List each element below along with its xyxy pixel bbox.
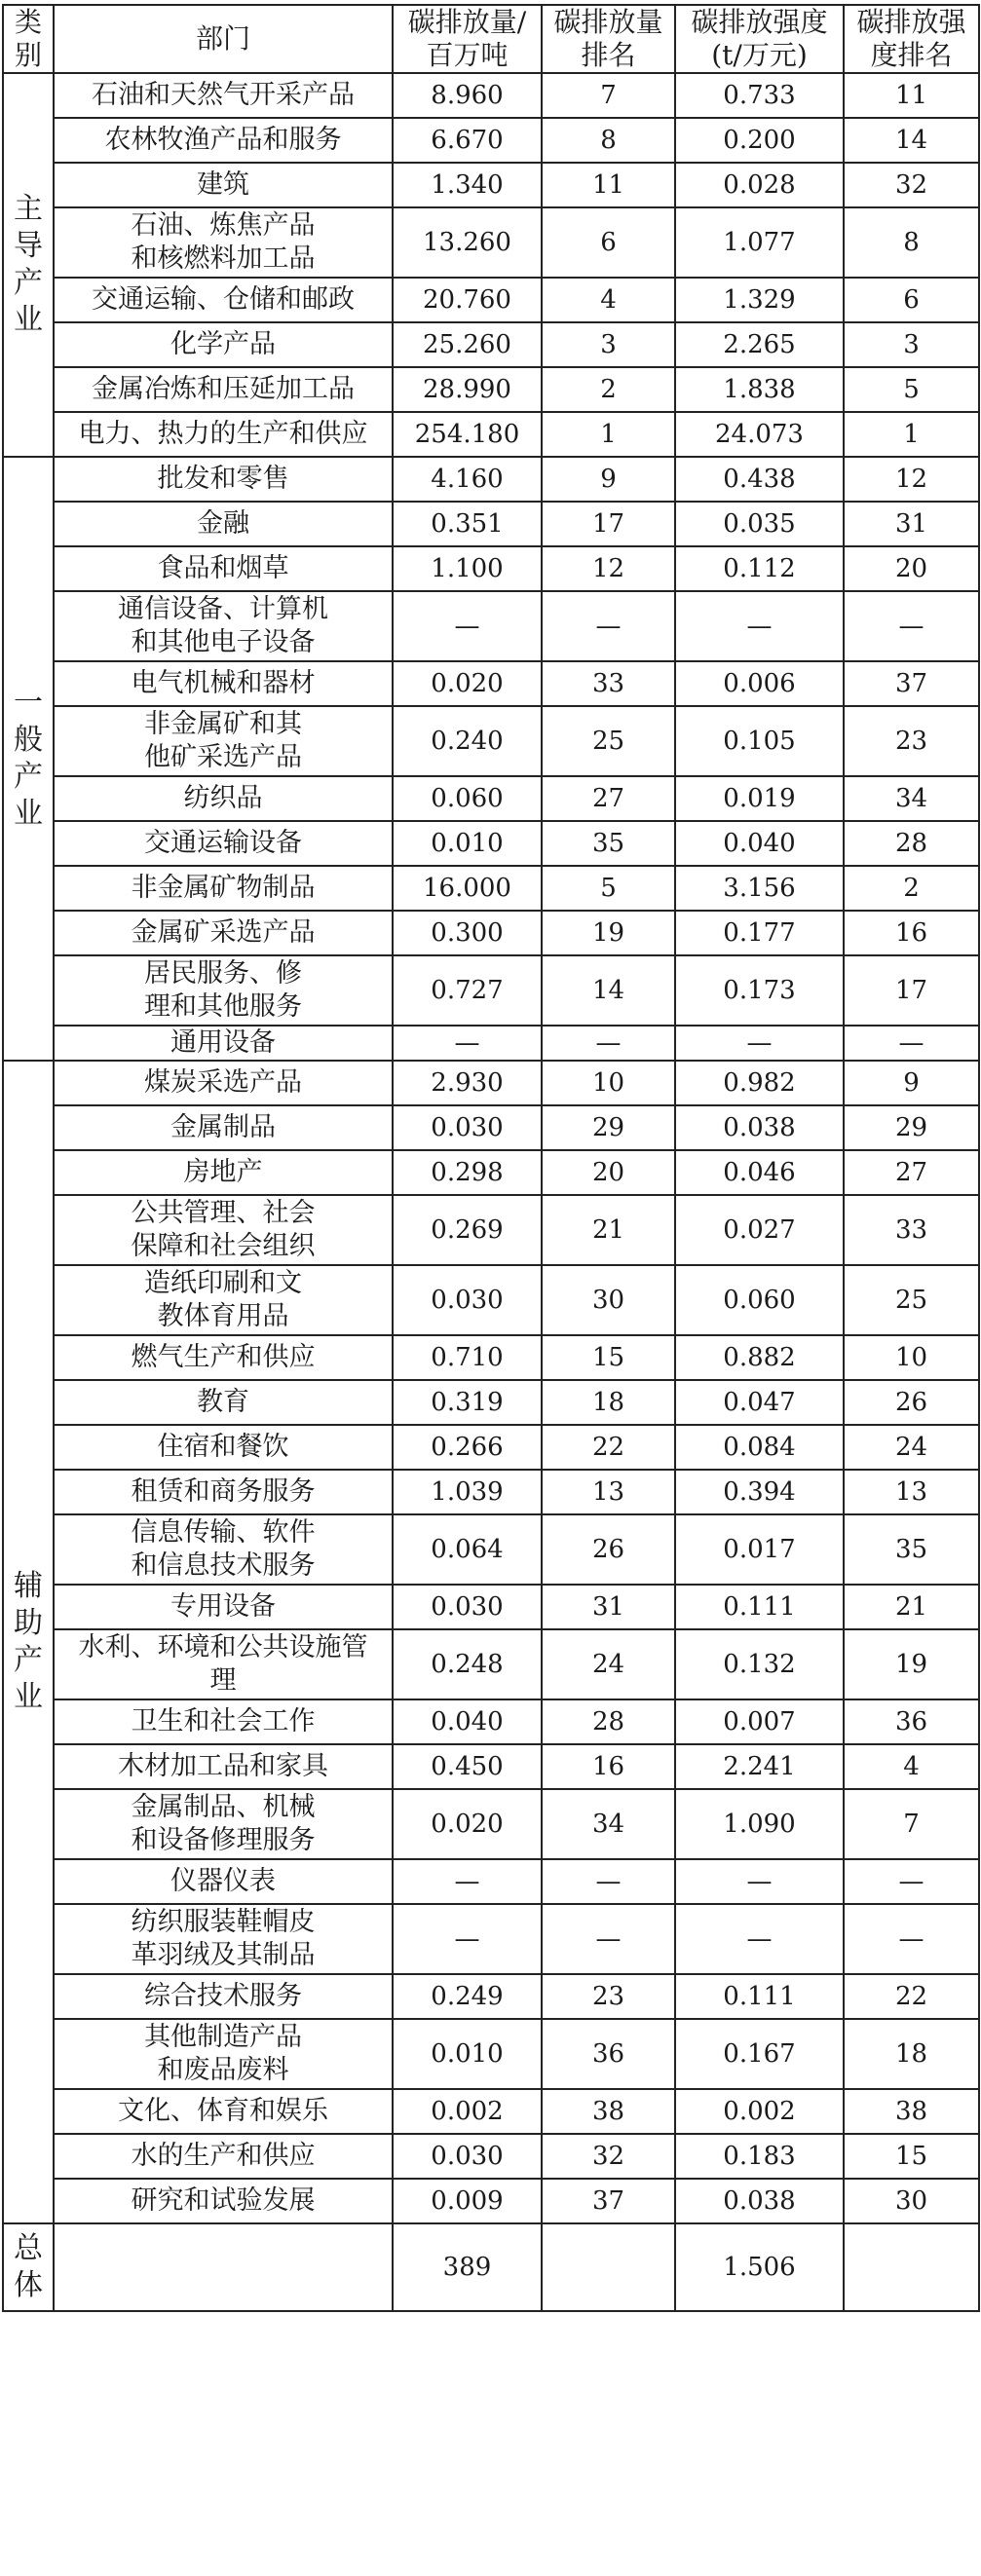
- intensity-cell: 0.200: [675, 118, 844, 163]
- emission-cell: 8.960: [393, 73, 542, 118]
- emission-cell: 0.710: [393, 1335, 542, 1380]
- intensity-rank-cell: 27: [844, 1150, 979, 1195]
- department-cell: 金属矿采选产品: [54, 911, 393, 955]
- intensity-rank-cell: —: [844, 1026, 979, 1061]
- department-cell: 金属制品、机械 和设备修理服务: [54, 1789, 393, 1859]
- intensity-rank-cell: 29: [844, 1105, 979, 1150]
- emission-rank-cell: 5: [542, 866, 675, 911]
- emission-cell: —: [393, 1026, 542, 1061]
- department-cell: 卫生和社会工作: [54, 1699, 393, 1744]
- table-row: [3, 955, 979, 1026]
- emission-cell: 1.100: [393, 546, 542, 591]
- intensity-cell: 0.438: [675, 457, 844, 502]
- department-cell: 文化、体育和娱乐: [54, 2089, 393, 2134]
- intensity-cell: 0.040: [675, 821, 844, 866]
- intensity-rank-cell: 26: [844, 1380, 979, 1425]
- emission-rank-cell: 32: [542, 2134, 675, 2179]
- emission-rank-cell: 20: [542, 1150, 675, 1195]
- table-row: [3, 207, 979, 278]
- department-cell: [54, 2223, 393, 2311]
- header-emission-rank: 碳排放量排名: [542, 5, 675, 73]
- emission-cell: 389: [393, 2223, 542, 2311]
- table-row: [3, 911, 979, 955]
- table-row: [3, 1195, 979, 1265]
- table-row: [3, 661, 979, 706]
- emission-rank-cell: —: [542, 1859, 675, 1904]
- intensity-rank-cell: —: [844, 591, 979, 661]
- emission-rank-cell: 17: [542, 502, 675, 546]
- emission-cell: 0.298: [393, 1150, 542, 1195]
- table-row: [3, 866, 979, 911]
- table-row: [3, 1380, 979, 1425]
- emission-rank-cell: 25: [542, 706, 675, 776]
- emission-cell: —: [393, 1859, 542, 1904]
- table-row: [3, 821, 979, 866]
- table-row: [3, 546, 979, 591]
- emission-rank-cell: 16: [542, 1744, 675, 1789]
- intensity-cell: 0.017: [675, 1514, 844, 1585]
- emission-cell: 4.160: [393, 457, 542, 502]
- emission-cell: 0.266: [393, 1425, 542, 1470]
- intensity-cell: 0.084: [675, 1425, 844, 1470]
- emission-rank-cell: 34: [542, 1789, 675, 1859]
- intensity-cell: —: [675, 1859, 844, 1904]
- intensity-rank-cell: 36: [844, 1699, 979, 1744]
- intensity-rank-cell: 32: [844, 163, 979, 207]
- department-cell: 公共管理、社会 保障和社会组织: [54, 1195, 393, 1265]
- header-emission: 碳排放量/百万吨: [393, 5, 542, 73]
- emission-rank-cell: 10: [542, 1061, 675, 1105]
- department-cell: 居民服务、修 理和其他服务: [54, 955, 393, 1026]
- department-cell: 煤炭采选产品: [54, 1061, 393, 1105]
- intensity-cell: —: [675, 1026, 844, 1061]
- emission-cell: 16.000: [393, 866, 542, 911]
- intensity-cell: 0.177: [675, 911, 844, 955]
- emission-rank-cell: —: [542, 1026, 675, 1061]
- department-cell: 住宿和餐饮: [54, 1425, 393, 1470]
- emission-rank-cell: 19: [542, 911, 675, 955]
- table-row: [3, 2089, 979, 2134]
- emission-rank-cell: —: [542, 591, 675, 661]
- intensity-cell: 0.105: [675, 706, 844, 776]
- intensity-cell: 0.046: [675, 1150, 844, 1195]
- department-cell: 水利、环境和公共设施管 理: [54, 1629, 393, 1699]
- intensity-cell: 0.173: [675, 955, 844, 1026]
- table-row: [3, 367, 979, 412]
- emission-rank-cell: 31: [542, 1585, 675, 1629]
- emission-cell: 0.351: [393, 502, 542, 546]
- table-row: [3, 2134, 979, 2179]
- intensity-cell: 0.882: [675, 1335, 844, 1380]
- intensity-cell: 0.038: [675, 2179, 844, 2223]
- department-cell: 专用设备: [54, 1585, 393, 1629]
- emission-cell: 0.030: [393, 1265, 542, 1335]
- emission-cell: 2.930: [393, 1061, 542, 1105]
- emission-cell: 0.727: [393, 955, 542, 1026]
- department-cell: 非金属矿和其 他矿采选产品: [54, 706, 393, 776]
- emission-rank-cell: 22: [542, 1425, 675, 1470]
- intensity-rank-cell: 1: [844, 412, 979, 457]
- intensity-cell: 0.007: [675, 1699, 844, 1744]
- emission-rank-cell: 29: [542, 1105, 675, 1150]
- intensity-rank-cell: 28: [844, 821, 979, 866]
- emission-rank-cell: 13: [542, 1470, 675, 1514]
- emission-rank-cell: 14: [542, 955, 675, 1026]
- intensity-rank-cell: 6: [844, 278, 979, 322]
- intensity-rank-cell: [844, 2223, 979, 2311]
- header-intensity-rank: 碳排放强度排名: [844, 5, 979, 73]
- intensity-rank-cell: 38: [844, 2089, 979, 2134]
- intensity-rank-cell: 17: [844, 955, 979, 1026]
- emission-rank-cell: 24: [542, 1629, 675, 1699]
- table-row: [3, 591, 979, 661]
- intensity-rank-cell: 8: [844, 207, 979, 278]
- table-row: [3, 776, 979, 821]
- table-row: [3, 502, 979, 546]
- department-cell: 纺织品: [54, 776, 393, 821]
- table-row: [3, 2019, 979, 2089]
- emission-cell: 0.060: [393, 776, 542, 821]
- emission-rank-cell: 26: [542, 1514, 675, 1585]
- department-cell: 综合技术服务: [54, 1974, 393, 2019]
- department-cell: 研究和试验发展: [54, 2179, 393, 2223]
- intensity-rank-cell: 24: [844, 1425, 979, 1470]
- intensity-rank-cell: 19: [844, 1629, 979, 1699]
- intensity-rank-cell: 2: [844, 866, 979, 911]
- department-cell: 其他制造产品 和废品废料: [54, 2019, 393, 2089]
- intensity-cell: 0.111: [675, 1585, 844, 1629]
- intensity-cell: 1.329: [675, 278, 844, 322]
- table-row: [3, 412, 979, 457]
- intensity-cell: 2.241: [675, 1744, 844, 1789]
- emission-cell: 13.260: [393, 207, 542, 278]
- table-row: [3, 1514, 979, 1585]
- emission-cell: 0.030: [393, 2134, 542, 2179]
- department-cell: 房地产: [54, 1150, 393, 1195]
- intensity-rank-cell: 5: [844, 367, 979, 412]
- emission-rank-cell: 11: [542, 163, 675, 207]
- intensity-cell: 1.090: [675, 1789, 844, 1859]
- department-cell: 金属冶炼和压延加工品: [54, 367, 393, 412]
- department-cell: 建筑: [54, 163, 393, 207]
- intensity-rank-cell: 21: [844, 1585, 979, 1629]
- table-row: [3, 1061, 979, 1105]
- emission-cell: —: [393, 1904, 542, 1974]
- table-row: [3, 1904, 979, 1974]
- emission-cell: 1.340: [393, 163, 542, 207]
- emission-rank-cell: 38: [542, 2089, 675, 2134]
- intensity-rank-cell: 37: [844, 661, 979, 706]
- emission-cell: 0.020: [393, 661, 542, 706]
- emission-rank-cell: [542, 2223, 675, 2311]
- category-cell: 总体: [3, 2223, 54, 2311]
- intensity-rank-cell: 12: [844, 457, 979, 502]
- table-row: [3, 278, 979, 322]
- emission-rank-cell: 3: [542, 322, 675, 367]
- intensity-cell: 0.027: [675, 1195, 844, 1265]
- emission-cell: 6.670: [393, 118, 542, 163]
- table-row: [3, 1105, 979, 1150]
- department-cell: 电气机械和器材: [54, 661, 393, 706]
- emission-cell: 0.010: [393, 821, 542, 866]
- table-row: [3, 1470, 979, 1514]
- emission-rank-cell: 12: [542, 546, 675, 591]
- table-row: [3, 1629, 979, 1699]
- emission-cell: 0.030: [393, 1105, 542, 1150]
- intensity-cell: 2.265: [675, 322, 844, 367]
- department-cell: 租赁和商务服务: [54, 1470, 393, 1514]
- emission-rank-cell: 27: [542, 776, 675, 821]
- table-row: [3, 1699, 979, 1744]
- emission-cell: 1.039: [393, 1470, 542, 1514]
- department-cell: 交通运输设备: [54, 821, 393, 866]
- intensity-cell: 0.183: [675, 2134, 844, 2179]
- intensity-cell: 0.028: [675, 163, 844, 207]
- emission-cell: 0.248: [393, 1629, 542, 1699]
- department-cell: 批发和零售: [54, 457, 393, 502]
- table-row: [3, 1425, 979, 1470]
- intensity-cell: 24.073: [675, 412, 844, 457]
- header-row: [3, 5, 979, 73]
- intensity-rank-cell: 20: [844, 546, 979, 591]
- emission-rank-cell: 30: [542, 1265, 675, 1335]
- intensity-rank-cell: 14: [844, 118, 979, 163]
- emission-rank-cell: 2: [542, 367, 675, 412]
- emission-rank-cell: 36: [542, 2019, 675, 2089]
- intensity-rank-cell: 4: [844, 1744, 979, 1789]
- intensity-rank-cell: 15: [844, 2134, 979, 2179]
- intensity-cell: —: [675, 591, 844, 661]
- table-row: [3, 1026, 979, 1061]
- table-body: [3, 73, 979, 2311]
- department-cell: 交通运输、仓储和邮政: [54, 278, 393, 322]
- emission-cell: 0.240: [393, 706, 542, 776]
- intensity-cell: 3.156: [675, 866, 844, 911]
- emission-cell: 0.020: [393, 1789, 542, 1859]
- emission-rank-cell: 21: [542, 1195, 675, 1265]
- department-cell: 石油和天然气开采产品: [54, 73, 393, 118]
- category-cell: 主导产业: [3, 73, 54, 457]
- emission-rank-cell: 18: [542, 1380, 675, 1425]
- table-row: [3, 457, 979, 502]
- intensity-cell: 0.132: [675, 1629, 844, 1699]
- department-cell: 通用设备: [54, 1026, 393, 1061]
- emission-rank-cell: 15: [542, 1335, 675, 1380]
- table-row: [3, 1335, 979, 1380]
- intensity-rank-cell: —: [844, 1904, 979, 1974]
- emission-rank-cell: 28: [542, 1699, 675, 1744]
- intensity-rank-cell: 22: [844, 1974, 979, 2019]
- emission-cell: 0.319: [393, 1380, 542, 1425]
- department-cell: 金融: [54, 502, 393, 546]
- header-intensity: 碳排放强度(t/万元): [675, 5, 844, 73]
- emission-rank-cell: 8: [542, 118, 675, 163]
- intensity-cell: 0.019: [675, 776, 844, 821]
- department-cell: 造纸印刷和文 教体育用品: [54, 1265, 393, 1335]
- intensity-cell: 1.838: [675, 367, 844, 412]
- intensity-cell: 0.733: [675, 73, 844, 118]
- department-cell: 木材加工品和家具: [54, 1744, 393, 1789]
- intensity-cell: 0.112: [675, 546, 844, 591]
- header-department: 部门: [54, 5, 393, 73]
- intensity-cell: 0.047: [675, 1380, 844, 1425]
- table-row: [3, 73, 979, 118]
- emission-cell: 28.990: [393, 367, 542, 412]
- emission-cell: 0.064: [393, 1514, 542, 1585]
- department-cell: 农林牧渔产品和服务: [54, 118, 393, 163]
- intensity-cell: 0.035: [675, 502, 844, 546]
- intensity-rank-cell: 34: [844, 776, 979, 821]
- table-row: [3, 322, 979, 367]
- department-cell: 通信设备、计算机 和其他电子设备: [54, 591, 393, 661]
- table-row: [3, 1859, 979, 1904]
- intensity-rank-cell: 23: [844, 706, 979, 776]
- table-row: [3, 1744, 979, 1789]
- intensity-rank-cell: 3: [844, 322, 979, 367]
- intensity-rank-cell: 33: [844, 1195, 979, 1265]
- emission-rank-cell: 7: [542, 73, 675, 118]
- department-cell: 燃气生产和供应: [54, 1335, 393, 1380]
- emission-cell: 0.030: [393, 1585, 542, 1629]
- department-cell: 教育: [54, 1380, 393, 1425]
- intensity-rank-cell: 25: [844, 1265, 979, 1335]
- department-cell: 化学产品: [54, 322, 393, 367]
- intensity-rank-cell: 30: [844, 2179, 979, 2223]
- table-row: [3, 1265, 979, 1335]
- table-row: [3, 163, 979, 207]
- department-cell: 仪器仪表: [54, 1859, 393, 1904]
- intensity-rank-cell: 7: [844, 1789, 979, 1859]
- intensity-cell: 0.111: [675, 1974, 844, 2019]
- table-row: [3, 2223, 979, 2311]
- intensity-rank-cell: 35: [844, 1514, 979, 1585]
- emission-rank-cell: 9: [542, 457, 675, 502]
- emission-cell: 0.269: [393, 1195, 542, 1265]
- department-cell: 纺织服装鞋帽皮 革羽绒及其制品: [54, 1904, 393, 1974]
- category-cell: 辅助产业: [3, 1061, 54, 2223]
- emission-rank-cell: 37: [542, 2179, 675, 2223]
- emission-cell: 20.760: [393, 278, 542, 322]
- intensity-rank-cell: —: [844, 1859, 979, 1904]
- emission-rank-cell: 1: [542, 412, 675, 457]
- emission-cell: 0.450: [393, 1744, 542, 1789]
- emission-rank-cell: —: [542, 1904, 675, 1974]
- intensity-cell: 0.394: [675, 1470, 844, 1514]
- emission-cell: 25.260: [393, 322, 542, 367]
- intensity-cell: 0.006: [675, 661, 844, 706]
- header-category: 类别: [3, 5, 54, 73]
- intensity-rank-cell: 18: [844, 2019, 979, 2089]
- table-row: [3, 1974, 979, 2019]
- table-row: [3, 1585, 979, 1629]
- emission-cell: 0.040: [393, 1699, 542, 1744]
- department-cell: 电力、热力的生产和供应: [54, 412, 393, 457]
- department-cell: 金属制品: [54, 1105, 393, 1150]
- department-cell: 石油、炼焦产品 和核燃料加工品: [54, 207, 393, 278]
- intensity-cell: 1.506: [675, 2223, 844, 2311]
- emission-rank-cell: 35: [542, 821, 675, 866]
- intensity-cell: 0.038: [675, 1105, 844, 1150]
- intensity-rank-cell: 10: [844, 1335, 979, 1380]
- emission-rank-cell: 23: [542, 1974, 675, 2019]
- emission-rank-cell: 33: [542, 661, 675, 706]
- table-row: [3, 1150, 979, 1195]
- emission-rank-cell: 4: [542, 278, 675, 322]
- table-row: [3, 2179, 979, 2223]
- intensity-cell: 0.060: [675, 1265, 844, 1335]
- intensity-cell: 0.982: [675, 1061, 844, 1105]
- department-cell: 非金属矿物制品: [54, 866, 393, 911]
- emission-cell: 0.002: [393, 2089, 542, 2134]
- emission-cell: 0.009: [393, 2179, 542, 2223]
- carbon-emission-table: [2, 4, 980, 2312]
- emission-cell: 254.180: [393, 412, 542, 457]
- intensity-rank-cell: 13: [844, 1470, 979, 1514]
- intensity-rank-cell: 9: [844, 1061, 979, 1105]
- emission-cell: —: [393, 591, 542, 661]
- intensity-rank-cell: 31: [844, 502, 979, 546]
- department-cell: 信息传输、软件 和信息技术服务: [54, 1514, 393, 1585]
- intensity-cell: 0.167: [675, 2019, 844, 2089]
- table-row: [3, 118, 979, 163]
- emission-rank-cell: 6: [542, 207, 675, 278]
- department-cell: 水的生产和供应: [54, 2134, 393, 2179]
- table-row: [3, 706, 979, 776]
- intensity-rank-cell: 16: [844, 911, 979, 955]
- emission-cell: 0.010: [393, 2019, 542, 2089]
- category-cell: 一般产业: [3, 457, 54, 1061]
- intensity-cell: —: [675, 1904, 844, 1974]
- emission-cell: 0.300: [393, 911, 542, 955]
- emission-cell: 0.249: [393, 1974, 542, 2019]
- table-row: [3, 1789, 979, 1859]
- intensity-cell: 0.002: [675, 2089, 844, 2134]
- intensity-rank-cell: 11: [844, 73, 979, 118]
- department-cell: 食品和烟草: [54, 546, 393, 591]
- intensity-cell: 1.077: [675, 207, 844, 278]
